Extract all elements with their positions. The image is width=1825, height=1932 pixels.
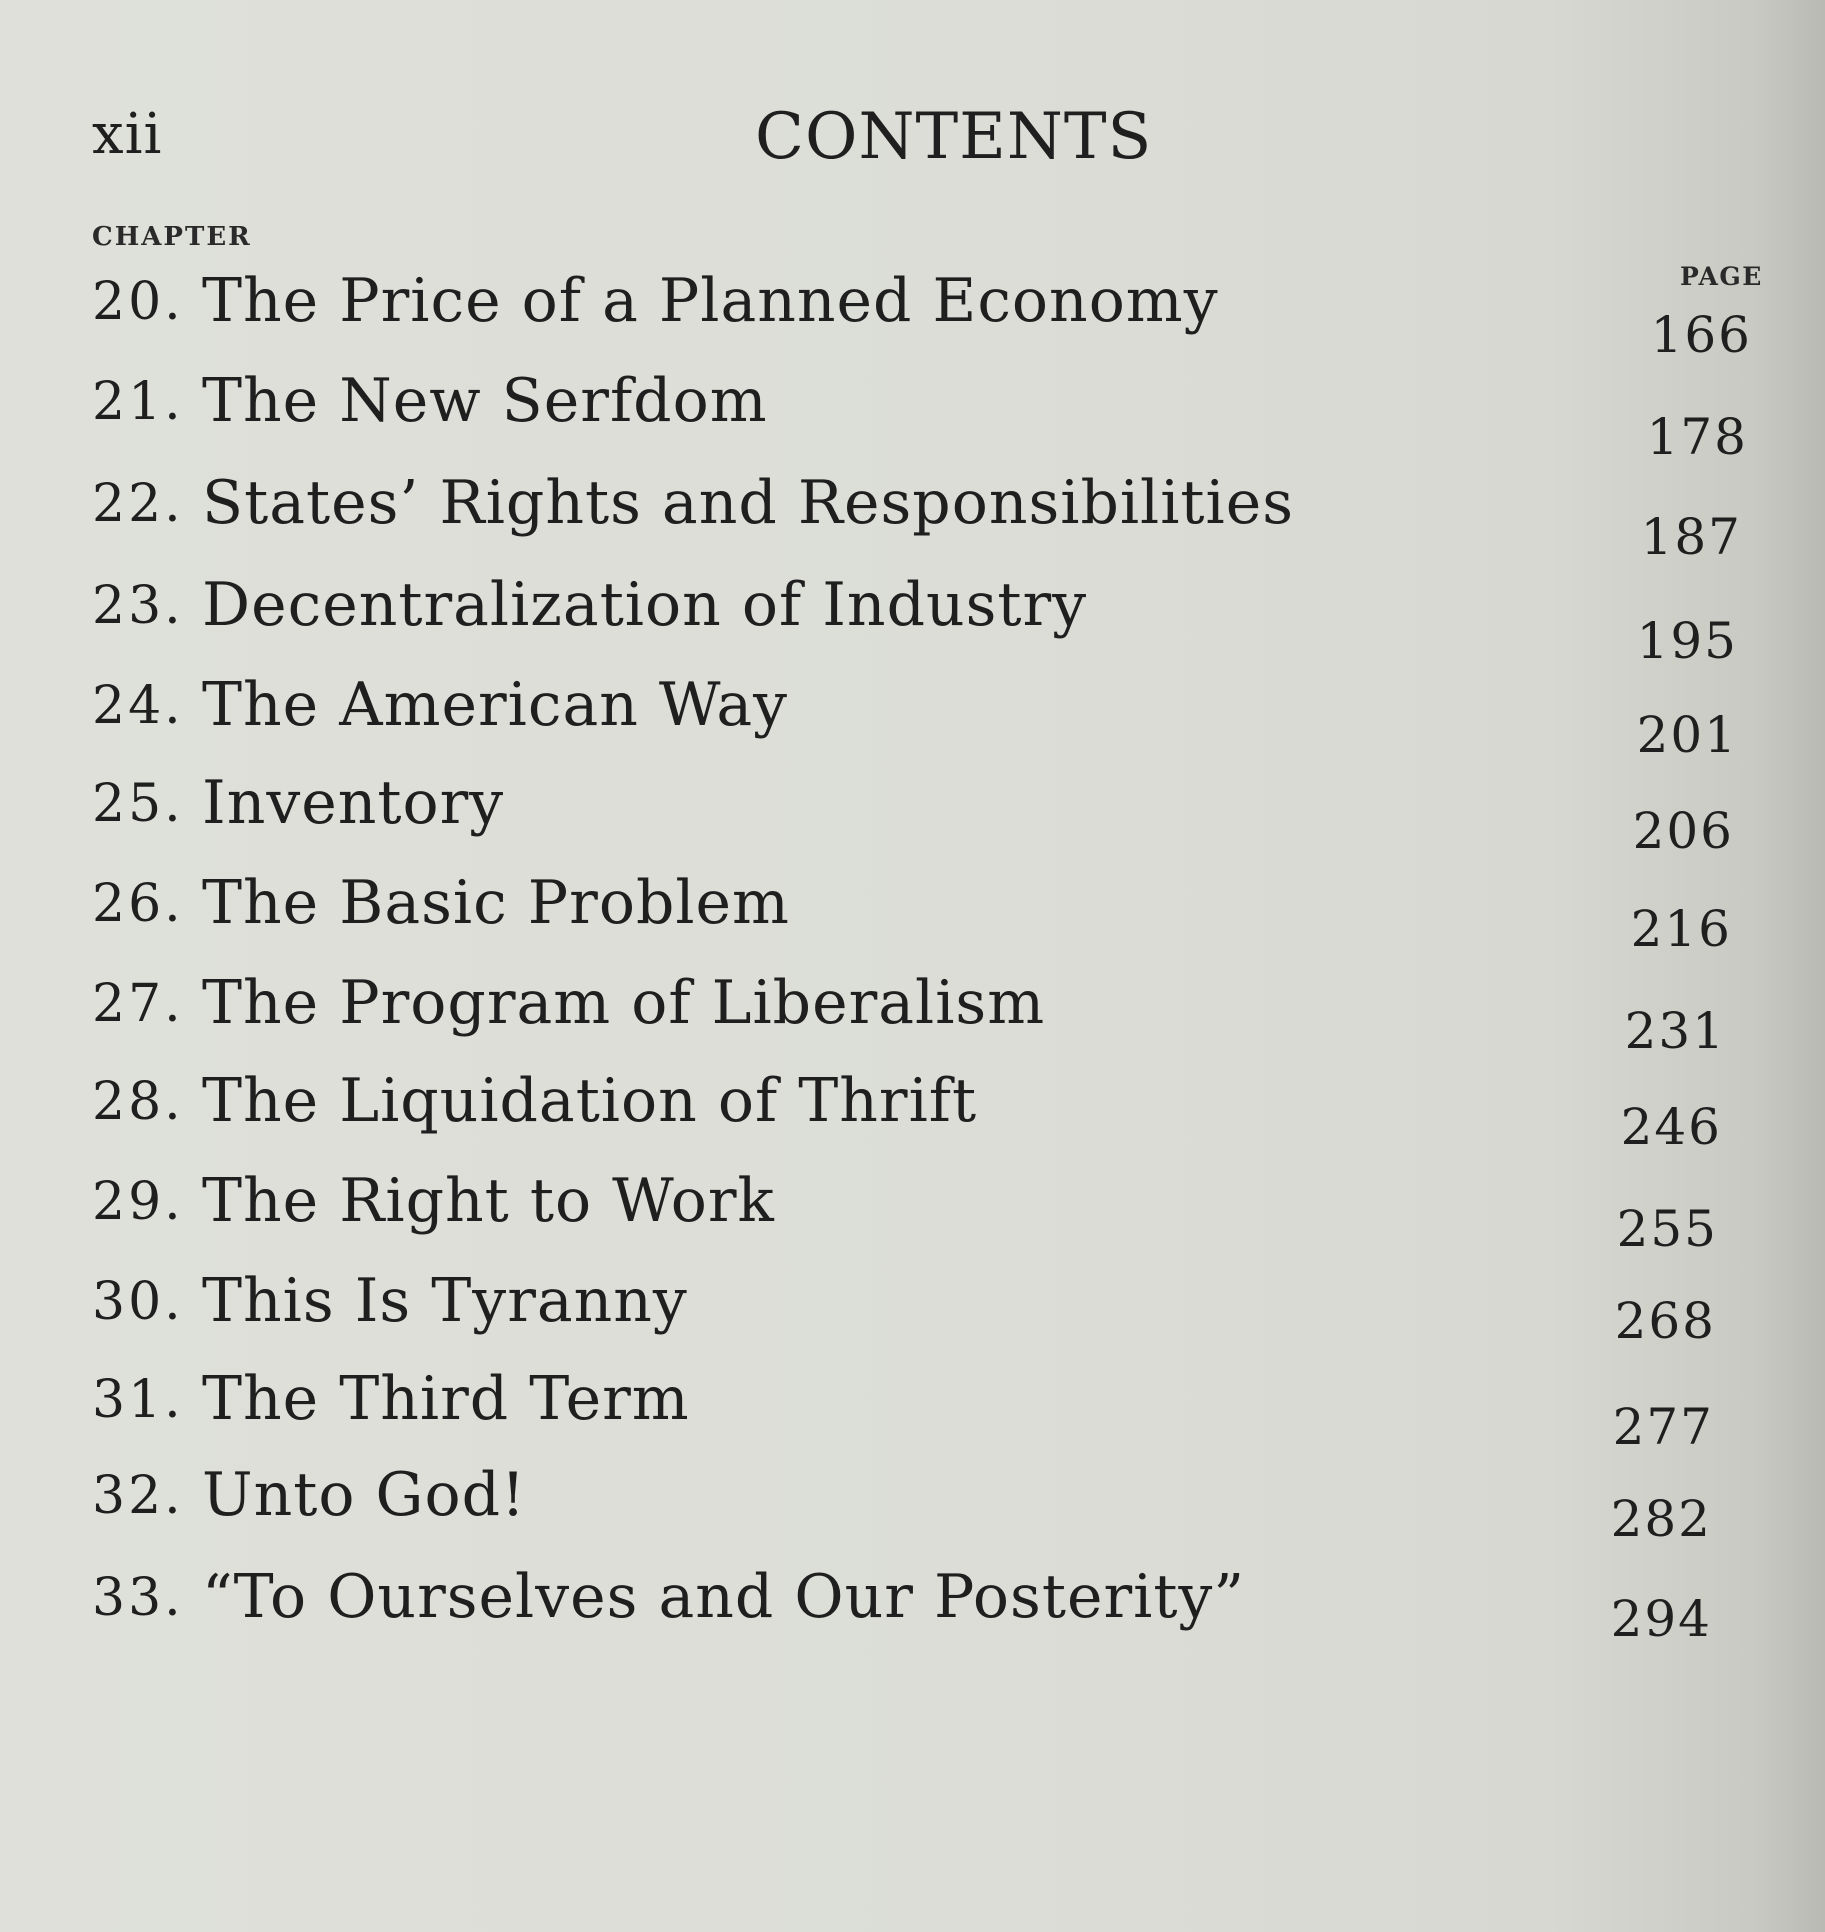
chapter-page: 187 (1640, 508, 1742, 566)
chapter-number: 33. (92, 1568, 184, 1628)
chapter-number: 27. (92, 974, 184, 1034)
chapter-page: 201 (1636, 706, 1738, 764)
chapter-title: The American Way (202, 670, 789, 740)
chapter-title: Decentralization of Industry (202, 570, 1088, 640)
chapter-page: 206 (1632, 802, 1734, 860)
chapter-number: 29. (92, 1172, 184, 1232)
chapter-page: 294 (1610, 1590, 1712, 1648)
chapter-title: This Is Tyranny (202, 1266, 688, 1336)
chapter-column-label: CHAPTER (92, 222, 252, 252)
chapter-page: 246 (1620, 1098, 1722, 1156)
chapter-number: 32. (92, 1466, 184, 1526)
chapter-title: States’ Rights and Responsibilities (202, 468, 1295, 538)
chapter-number: 31. (92, 1370, 184, 1430)
chapter-title: The Third Term (202, 1364, 690, 1434)
chapter-page: 195 (1636, 612, 1738, 670)
chapter-title: The New Serfdom (202, 366, 768, 436)
page-number: xii (92, 102, 163, 167)
chapter-page: 268 (1614, 1292, 1716, 1350)
chapter-title: The Basic Problem (202, 868, 790, 938)
chapter-title: The Program of Liberalism (202, 968, 1046, 1038)
chapter-number: 21. (92, 372, 184, 432)
page-title: CONTENTS (755, 100, 1153, 174)
chapter-page: 277 (1612, 1398, 1714, 1456)
chapter-number: 22. (92, 474, 184, 534)
chapter-title: Unto God! (202, 1460, 527, 1530)
chapter-title: The Right to Work (202, 1166, 775, 1236)
chapter-number: 25. (92, 774, 184, 834)
chapter-title: Inventory (202, 768, 505, 838)
chapter-number: 24. (92, 676, 184, 736)
chapter-number: 28. (92, 1072, 184, 1132)
chapter-page: 231 (1624, 1002, 1726, 1060)
chapter-number: 23. (92, 576, 184, 636)
chapter-page: 178 (1646, 408, 1748, 466)
chapter-number: 30. (92, 1272, 184, 1332)
page-column-label: PAGE (1680, 262, 1763, 291)
chapter-title: The Liquidation of Thrift (202, 1066, 978, 1136)
chapter-page: 255 (1616, 1200, 1718, 1258)
chapter-page: 216 (1630, 900, 1732, 958)
chapter-number: 26. (92, 874, 184, 934)
chapter-page: 166 (1650, 306, 1752, 364)
chapter-page: 282 (1610, 1490, 1712, 1548)
chapter-number: 20. (92, 272, 184, 332)
chapter-title: “To Ourselves and Our Posterity” (202, 1562, 1246, 1632)
chapter-title: The Price of a Planned Economy (202, 266, 1219, 336)
